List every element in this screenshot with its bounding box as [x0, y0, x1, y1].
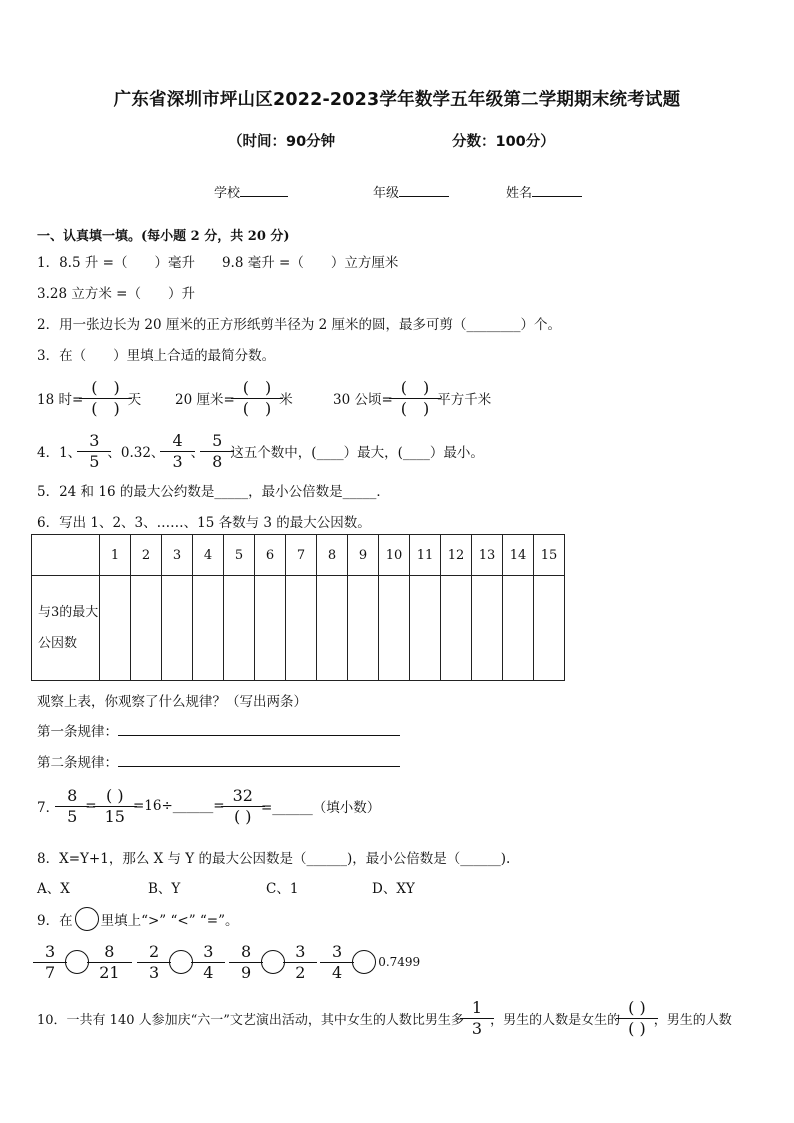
q3-item-2: 20 厘米= $\frac{( )}{( )}$ 米 — [175, 377, 293, 418]
rule-2-blank[interactable] — [118, 754, 400, 767]
q3-item-1: 18 时= $\frac{( )}{( )}$ 天 — [37, 377, 142, 418]
table-header-row — [32, 535, 565, 576]
school-field[interactable] — [214, 182, 288, 201]
table-header-cell: 14 — [503, 535, 534, 576]
exam-time: （时间：90分钟 — [228, 134, 336, 150]
table-header-cell: 8 — [317, 535, 348, 576]
table-row — [32, 576, 565, 681]
table-corner-cell — [32, 535, 100, 576]
question-8: 8．X=Y+1，那么 X 与 Y 的最大公因数是（______)，最小公倍数是（______). — [37, 851, 511, 867]
answer-cell[interactable] — [255, 576, 286, 681]
question-5: 5．24 和 16 的最大公约数是_____，最小公倍数是_____． — [37, 484, 390, 500]
table-header-cell: 13 — [472, 535, 503, 576]
name-field[interactable] — [506, 182, 582, 201]
question-7: 7． $\frac{8}{5}$ = $\frac{( )}{15}$ =16÷______= $\frac{32}{( )}$ =______（填小数） — [37, 785, 381, 826]
question-2: 2．用一张边长为 20 厘米的正方形纸剪半径为 2 厘米的圆，最多可剪（________）个。 — [37, 317, 562, 333]
answer-cell[interactable] — [317, 576, 348, 681]
q8-option-c[interactable]: C、1 — [266, 881, 299, 897]
rule-1-blank[interactable] — [118, 723, 400, 736]
q6-observe: 观察上表，你观察了什么规律？（写出两条） — [37, 694, 307, 710]
q8-option-b[interactable]: B、Y — [148, 881, 181, 897]
answer-cell[interactable] — [193, 576, 224, 681]
table-header-cell: 15 — [534, 535, 565, 576]
table-header-cell: 11 — [410, 535, 441, 576]
table-header-cell: 2 — [131, 535, 162, 576]
gcd-table — [31, 534, 565, 681]
question-3: 3．在（ ）里填上合适的最简分数。 — [37, 348, 276, 364]
answer-cell[interactable] — [162, 576, 193, 681]
name-blank[interactable] — [532, 184, 582, 197]
fraction-blank[interactable]: $\frac{( )}{( )}$ — [622, 1000, 652, 1037]
table-header-cell: 3 — [162, 535, 193, 576]
fraction: $\frac{8}{5}$ — [61, 788, 83, 825]
answer-cell[interactable] — [534, 576, 565, 681]
name-label: 姓名 — [506, 186, 533, 201]
answer-cell[interactable] — [286, 576, 317, 681]
exam-score: 分数：100分） — [452, 134, 555, 150]
q8-option-d[interactable]: D、XY — [372, 881, 415, 897]
table-header-cell: 5 — [224, 535, 255, 576]
answer-cell[interactable] — [441, 576, 472, 681]
compare-circle[interactable] — [352, 950, 376, 974]
table-row-label: 与3的最大公因数 — [32, 576, 100, 681]
q9-pair-3: $\frac{8}{9}$ $\frac{3}{2}$ — [233, 941, 313, 983]
fraction: $\frac{5}{8}$ — [206, 433, 228, 470]
question-9: 9．在 里填上“>” “<” “=”。 — [37, 906, 239, 932]
question-4: 4．1、 $\frac{3}{5}$ 、0.32、 $\frac{4}{3}$ 、 $\frac{5}{8}$ 这五个数中，(____）最大，(____）最小。 — [37, 430, 484, 471]
q8-option-a[interactable]: A、X — [37, 881, 70, 897]
fraction-blank[interactable]: $\frac{( )}{( )}$ — [85, 380, 126, 417]
answer-cell[interactable] — [100, 576, 131, 681]
grade-field[interactable] — [373, 182, 449, 201]
compare-circle[interactable] — [65, 950, 89, 974]
table-header-cell: 12 — [441, 535, 472, 576]
compare-circle-icon — [75, 907, 99, 931]
q6-rule-2: 第二条规律： — [37, 751, 400, 771]
fraction-blank[interactable]: $\frac{32}{( )}$ — [227, 788, 259, 825]
answer-cell[interactable] — [472, 576, 503, 681]
table-header-cell: 6 — [255, 535, 286, 576]
answer-cell[interactable] — [224, 576, 255, 681]
compare-circle[interactable] — [261, 950, 285, 974]
fraction-blank[interactable]: $\frac{( )}{( )}$ — [237, 380, 278, 417]
answer-cell[interactable] — [379, 576, 410, 681]
section-heading: 一、认真填一填。(每小题 2 分，共 20 分) — [37, 229, 290, 244]
q9-pair-1: $\frac{3}{7}$ $\frac{8}{21}$ — [37, 941, 128, 983]
q9-pair-4: $\frac{3}{4}$ 0.7499 — [324, 941, 420, 983]
table-header-cell: 10 — [379, 535, 410, 576]
question-10: 10．一共有 140 人参加庆“六一”文艺演出活动，其中女生的人数比男生多 $\frac{1}{3}$ ，男生的人数是女生的 $\frac{( )}{( )}$ ，男生的人数 — [37, 997, 732, 1038]
grade-label: 年级 — [373, 186, 400, 201]
fraction-blank[interactable]: $\frac{( )}{( )}$ — [395, 380, 436, 417]
grade-blank[interactable] — [399, 184, 449, 197]
fraction: $\frac{3}{5}$ — [83, 433, 105, 470]
answer-cell[interactable] — [131, 576, 162, 681]
table-header-cell: 4 — [193, 535, 224, 576]
question-1a: 1．8.5 升 =（ ）毫升 9.8 毫升 =（ ）立方厘米 — [37, 255, 399, 271]
table-header-cell: 1 — [100, 535, 131, 576]
answer-cell[interactable] — [348, 576, 379, 681]
answer-cell[interactable] — [410, 576, 441, 681]
q6-rule-1: 第一条规律： — [37, 720, 400, 740]
q9-pair-2: $\frac{2}{3}$ $\frac{3}{4}$ — [141, 941, 221, 983]
compare-circle[interactable] — [169, 950, 193, 974]
school-blank[interactable] — [240, 184, 288, 197]
fraction-blank[interactable]: $\frac{( )}{15}$ — [99, 788, 131, 825]
school-label: 学校 — [214, 186, 241, 201]
answer-cell[interactable] — [503, 576, 534, 681]
q3-item-3: 30 公顷= $\frac{( )}{( )}$ 平方千米 — [333, 377, 492, 418]
page-title: 广东省深圳市坪山区2022-2023学年数学五年级第二学期期末统考试题 — [113, 90, 681, 110]
table-header-cell: 7 — [286, 535, 317, 576]
question-1b: 3.28 立方米 =（ ）升 — [37, 286, 195, 302]
table-header-cell: 9 — [348, 535, 379, 576]
question-6: 6．写出 1、2、3、……、15 各数与 3 的最大公因数。 — [37, 515, 371, 531]
fraction: $\frac{4}{3}$ — [166, 433, 188, 470]
